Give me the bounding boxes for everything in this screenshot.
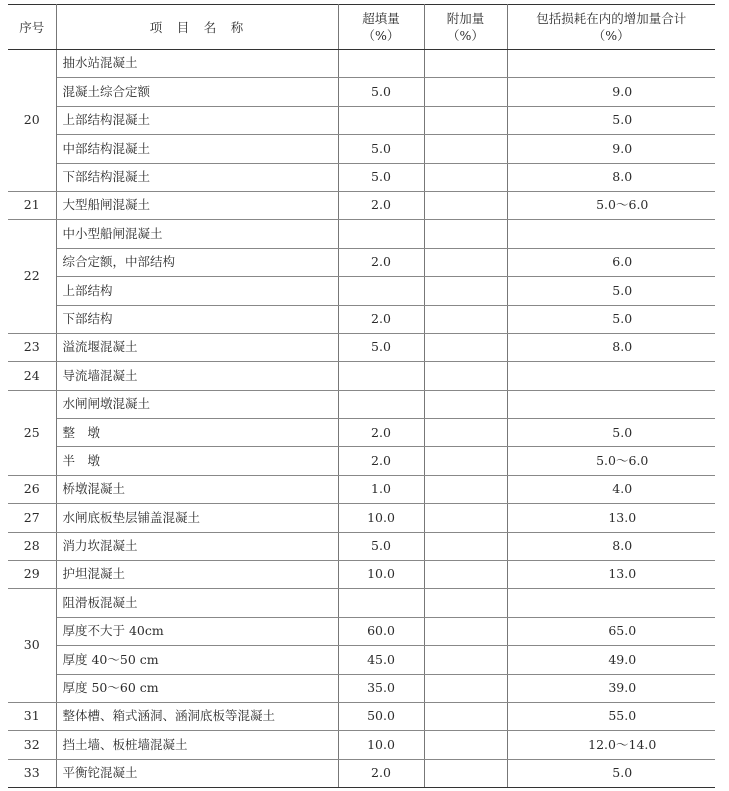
- row-number: 32: [8, 731, 56, 759]
- table-row: [8, 135, 715, 163]
- table-row: [8, 589, 715, 617]
- item-name: 平衡铊混凝土: [56, 759, 338, 787]
- row-number: 26: [8, 475, 56, 503]
- item-name: 厚度 50～60 cm: [56, 674, 338, 702]
- header-additional: [424, 5, 507, 50]
- total-value: 8.0: [507, 532, 715, 560]
- item-name: 综合定额，中部结构: [56, 248, 338, 276]
- total-value: 49.0: [507, 646, 715, 674]
- additional-value: [424, 362, 507, 390]
- overfill-value: 2.0: [338, 419, 424, 447]
- additional-value: [424, 702, 507, 730]
- total-value: 9.0: [507, 135, 715, 163]
- overfill-value: 2.0: [338, 447, 424, 475]
- table-row: [8, 561, 715, 589]
- overfill-value: [338, 589, 424, 617]
- overfill-value: 5.0: [338, 135, 424, 163]
- table-row: [8, 163, 715, 191]
- additional-value: [424, 390, 507, 418]
- overfill-value: [338, 106, 424, 134]
- total-value: 5.0: [507, 277, 715, 305]
- overfill-value: 2.0: [338, 305, 424, 333]
- table-body: [8, 50, 715, 788]
- total-value: 4.0: [507, 475, 715, 503]
- additional-value: [424, 589, 507, 617]
- item-name: 上部结构混凝土: [56, 106, 338, 134]
- item-name: 中部结构混凝土: [56, 135, 338, 163]
- row-number: 30: [8, 589, 56, 703]
- additional-value: [424, 759, 507, 787]
- item-name: 护坦混凝土: [56, 561, 338, 589]
- increment-table: [8, 4, 715, 788]
- item-name: 溢流堰混凝土: [56, 333, 338, 361]
- total-value: [507, 390, 715, 418]
- total-value: [507, 362, 715, 390]
- overfill-value: 60.0: [338, 617, 424, 645]
- row-number: 22: [8, 220, 56, 334]
- item-name: 抽水站混凝土: [56, 50, 338, 78]
- table-row: [8, 220, 715, 248]
- total-value: 8.0: [507, 333, 715, 361]
- overfill-value: 5.0: [338, 78, 424, 106]
- total-value: 6.0: [507, 248, 715, 276]
- total-value: [507, 50, 715, 78]
- table-row: [8, 191, 715, 219]
- table-row: [8, 333, 715, 361]
- item-name: 整 墩: [56, 419, 338, 447]
- total-value: 65.0: [507, 617, 715, 645]
- row-number: 27: [8, 504, 56, 532]
- additional-value: [424, 674, 507, 702]
- header-total-label: 包括损耗在内的增加量合计: [536, 11, 687, 26]
- additional-value: [424, 532, 507, 560]
- header-total: [507, 5, 715, 50]
- table-row: [8, 759, 715, 787]
- item-name: 阻滑板混凝土: [56, 589, 338, 617]
- additional-value: [424, 163, 507, 191]
- row-number: 29: [8, 561, 56, 589]
- total-value: 5.0～6.0: [507, 191, 715, 219]
- overfill-value: 2.0: [338, 759, 424, 787]
- row-number: 33: [8, 759, 56, 787]
- item-name: 半 墩: [56, 447, 338, 475]
- row-number: 21: [8, 191, 56, 219]
- item-name: 桥墩混凝土: [56, 475, 338, 503]
- table-row: [8, 674, 715, 702]
- row-number: 20: [8, 50, 56, 192]
- item-name: 上部结构: [56, 277, 338, 305]
- header-additional-unit: （%）: [447, 28, 484, 43]
- additional-value: [424, 277, 507, 305]
- row-number: 23: [8, 333, 56, 361]
- header-name: [56, 5, 338, 50]
- table-row: [8, 305, 715, 333]
- item-name: 水闸底板垫层铺盖混凝土: [56, 504, 338, 532]
- additional-value: [424, 50, 507, 78]
- table-row: [8, 419, 715, 447]
- header-additional-label: 附加量: [446, 11, 485, 26]
- table-row: [8, 504, 715, 532]
- additional-value: [424, 106, 507, 134]
- table-row: [8, 532, 715, 560]
- overfill-value: [338, 220, 424, 248]
- overfill-value: [338, 50, 424, 78]
- total-value: 8.0: [507, 163, 715, 191]
- item-name: 下部结构: [56, 305, 338, 333]
- table-row: [8, 50, 715, 78]
- additional-value: [424, 646, 507, 674]
- total-value: [507, 220, 715, 248]
- overfill-value: [338, 277, 424, 305]
- total-value: [507, 589, 715, 617]
- item-name: 水闸闸墩混凝土: [56, 390, 338, 418]
- additional-value: [424, 419, 507, 447]
- overfill-value: 5.0: [338, 532, 424, 560]
- item-name: 下部结构混凝土: [56, 163, 338, 191]
- overfill-value: 45.0: [338, 646, 424, 674]
- overfill-value: 2.0: [338, 191, 424, 219]
- additional-value: [424, 617, 507, 645]
- total-value: 5.0～6.0: [507, 447, 715, 475]
- additional-value: [424, 248, 507, 276]
- table-row: [8, 475, 715, 503]
- additional-value: [424, 731, 507, 759]
- item-name: 消力坎混凝土: [56, 532, 338, 560]
- row-number: 24: [8, 362, 56, 390]
- overfill-value: 50.0: [338, 702, 424, 730]
- total-value: 9.0: [507, 78, 715, 106]
- overfill-value: 35.0: [338, 674, 424, 702]
- table-row: [8, 248, 715, 276]
- header-overfill-label: 超填量: [362, 11, 400, 26]
- header-overfill: [338, 5, 424, 50]
- item-name: 中小型船闸混凝土: [56, 220, 338, 248]
- table-row: [8, 106, 715, 134]
- header-overfill-unit: （%）: [362, 28, 400, 43]
- total-value: 5.0: [507, 305, 715, 333]
- total-value: 12.0～14.0: [507, 731, 715, 759]
- item-name: 导流墙混凝土: [56, 362, 338, 390]
- item-name: 厚度 40～50 cm: [56, 646, 338, 674]
- total-value: 5.0: [507, 759, 715, 787]
- total-value: 39.0: [507, 674, 715, 702]
- overfill-value: 2.0: [338, 248, 424, 276]
- table-row: [8, 78, 715, 106]
- additional-value: [424, 78, 507, 106]
- additional-value: [424, 220, 507, 248]
- overfill-value: [338, 390, 424, 418]
- additional-value: [424, 333, 507, 361]
- overfill-value: 5.0: [338, 163, 424, 191]
- total-value: 5.0: [507, 106, 715, 134]
- item-name: 挡土墙、板桩墙混凝土: [56, 731, 338, 759]
- total-value: 5.0: [507, 419, 715, 447]
- additional-value: [424, 191, 507, 219]
- table-row: [8, 617, 715, 645]
- item-name: 混凝土综合定额: [56, 78, 338, 106]
- row-number: 28: [8, 532, 56, 560]
- item-name: 厚度不大于 40cm: [56, 617, 338, 645]
- table-row: [8, 702, 715, 730]
- table-row: [8, 362, 715, 390]
- table-header-row: [8, 5, 715, 50]
- additional-value: [424, 561, 507, 589]
- row-number: 31: [8, 702, 56, 730]
- additional-value: [424, 135, 507, 163]
- overfill-value: 10.0: [338, 731, 424, 759]
- item-name: 整体槽、箱式涵洞、涵洞底板等混凝土: [56, 702, 338, 730]
- overfill-value: 5.0: [338, 333, 424, 361]
- overfill-value: 1.0: [338, 475, 424, 503]
- additional-value: [424, 504, 507, 532]
- overfill-value: 10.0: [338, 504, 424, 532]
- total-value: 13.0: [507, 504, 715, 532]
- additional-value: [424, 305, 507, 333]
- table-row: [8, 731, 715, 759]
- total-value: 13.0: [507, 561, 715, 589]
- total-value: 55.0: [507, 702, 715, 730]
- table-row: [8, 646, 715, 674]
- item-name: 大型船闸混凝土: [56, 191, 338, 219]
- overfill-value: [338, 362, 424, 390]
- header-no: 序号: [8, 5, 56, 50]
- header-name-text: 项 目 名 称: [149, 19, 245, 35]
- overfill-value: 10.0: [338, 561, 424, 589]
- additional-value: [424, 447, 507, 475]
- table-row: [8, 277, 715, 305]
- table-row: [8, 447, 715, 475]
- additional-value: [424, 475, 507, 503]
- header-total-unit: （%）: [592, 28, 630, 43]
- table-row: [8, 390, 715, 418]
- row-number: 25: [8, 390, 56, 475]
